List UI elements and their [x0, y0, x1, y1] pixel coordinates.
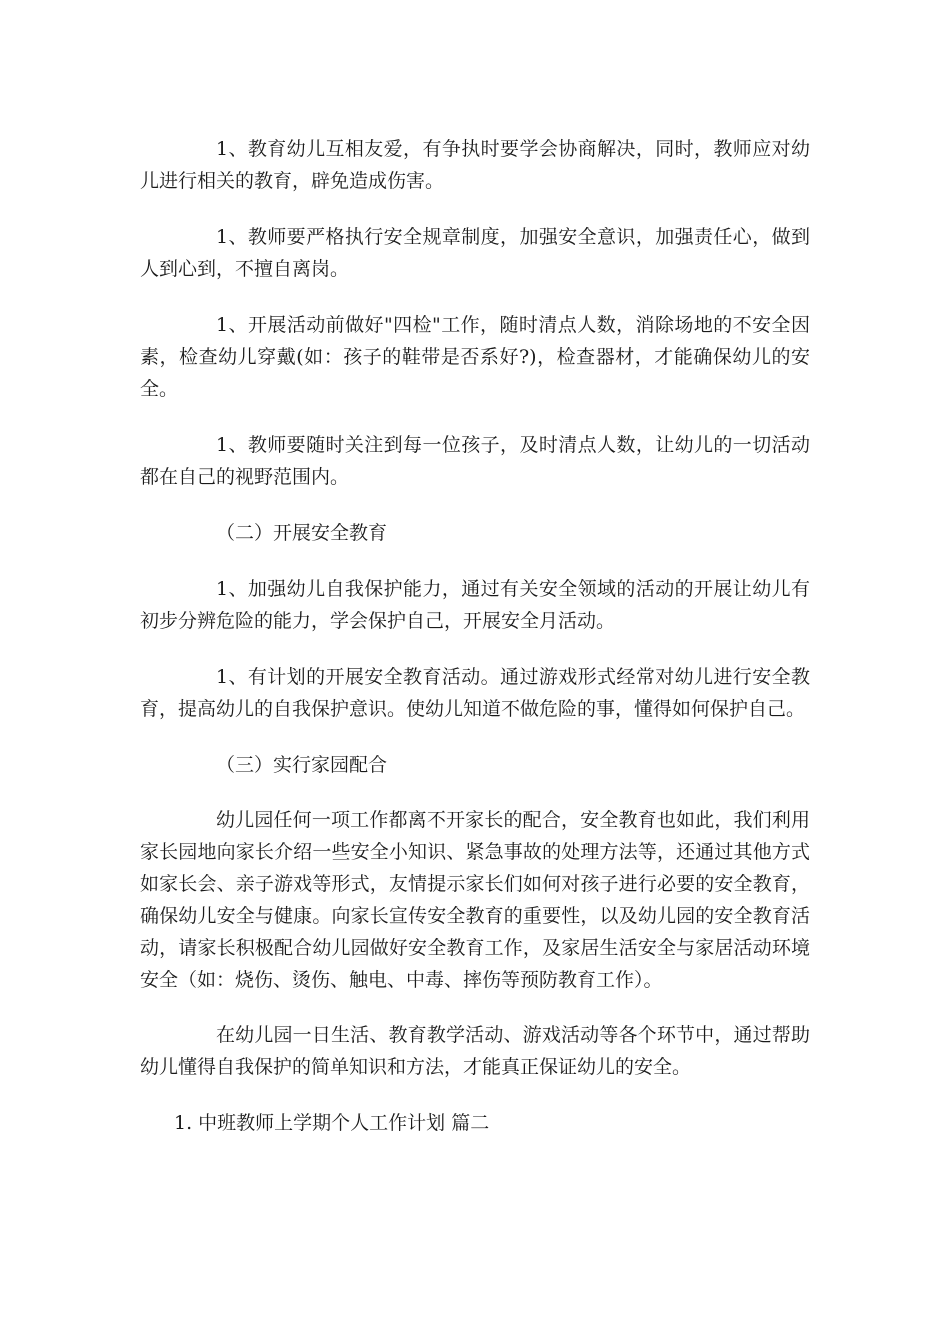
section-heading-home-cooperation: （三）实行家园配合 — [216, 754, 388, 776]
paragraph-self-protection: 1、加强幼儿自我保护能力，通过有关安全领域的活动的开展让幼儿有初步分辨危险的能力，学会保护自己，开展安全月活动。 — [140, 578, 810, 632]
section-heading-safety-education: （二）开展安全教育 — [216, 522, 388, 544]
document-subtitle: 1. 中班教师上学期个人工作计划 篇二 — [174, 1112, 490, 1134]
paragraph-safety-rules: 1、教师要严格执行安全规章制度，加强安全意识，加强责任心，做到人到心到，不擅自离岗。 — [140, 226, 810, 280]
paragraph-planned-activities: 1、有计划的开展安全教育活动。通过游戏形式经常对幼儿进行安全教育，提高幼儿的自我保护意识。使幼儿知道不做危险的事，懂得如何保护自己。 — [140, 666, 810, 720]
paragraph-parent-cooperation: 幼儿园任何一项工作都离不开家长的配合，安全教育也如此，我们利用家长园地向家长介绍一些安全小知识、紧急事故的处理方法等，还通过其他方式如家长会、亲子游戏等形式，友情提示家长们如何对孩子进行必要的安全教育，确保幼儿安全与健康。向家长宣传安全教育的重要性，以及幼儿园的安全教育活动，请家长积极配合幼儿园做好安全教育工作，及家居生活安全与家居活动环境安全（如：烧伤、烫伤、触电、中毒、摔伤等预防教育工作）。 — [140, 809, 810, 991]
paragraph-friendship: 1、教育幼儿互相友爱，有争执时要学会协商解决，同时，教师应对幼儿进行相关的教育，辟免造成伤害。 — [140, 138, 810, 192]
paragraph-daily-life: 在幼儿园一日生活、教育教学活动、游戏活动等各个环节中，通过帮助幼儿懂得自我保护的简单知识和方法，才能真正保证幼儿的安全。 — [140, 1024, 810, 1078]
paragraph-four-checks: 1、开展活动前做好"四检"工作，随时清点人数，消除场地的不安全因素，检查幼儿穿戴(如：孩子的鞋带是否系好?)，检查器材，才能确保幼儿的安全。 — [140, 314, 810, 400]
paragraph-attention: 1、教师要随时关注到每一位孩子，及时清点人数，让幼儿的一切活动都在自己的视野范围内。 — [140, 434, 810, 488]
